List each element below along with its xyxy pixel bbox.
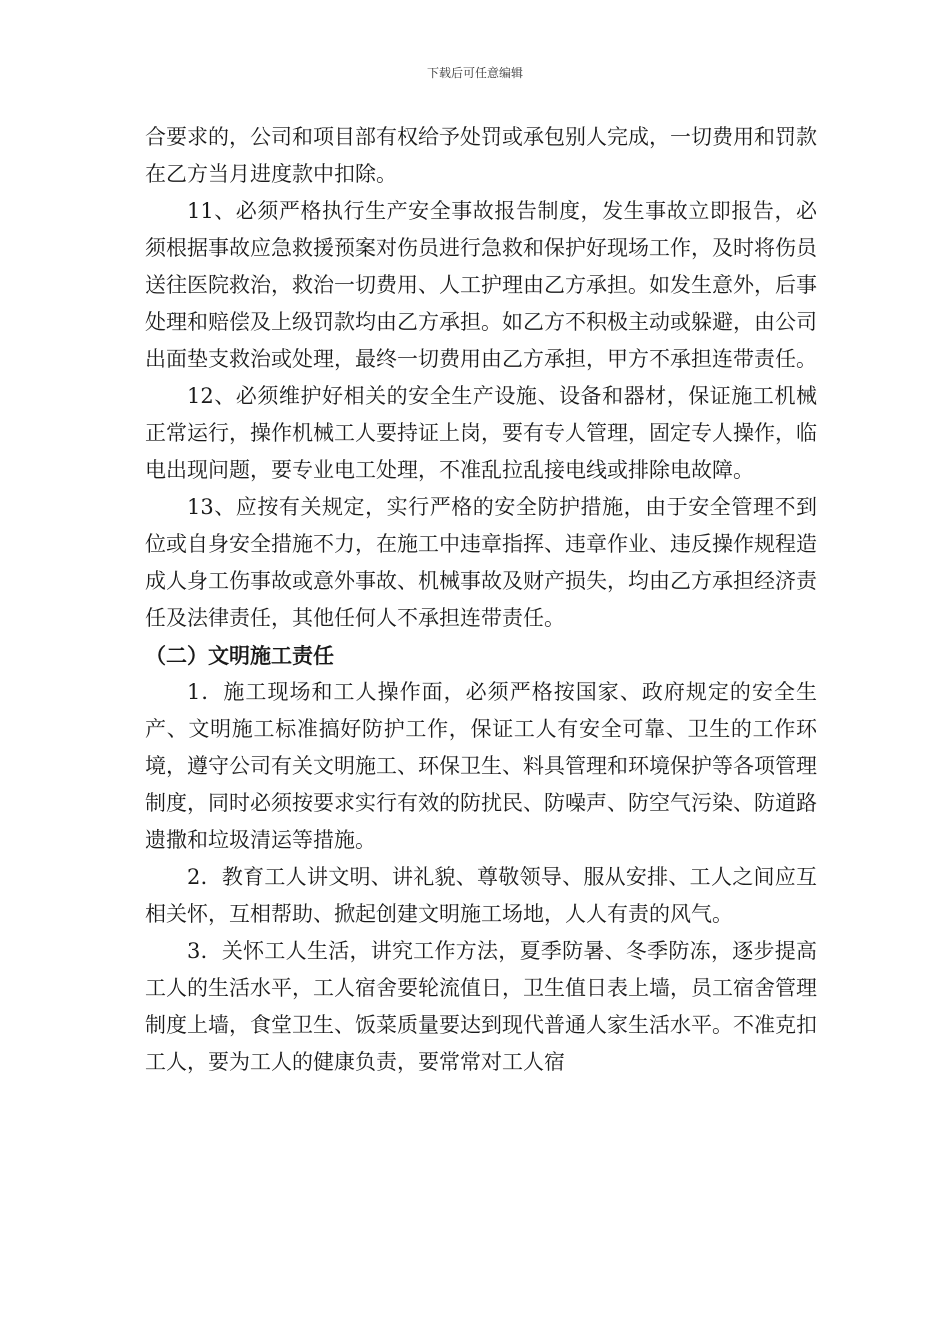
paragraph-item-11: 11、必须严格执行生产安全事故报告制度，发生事故立即报告，必须根据事故应急救援预案对伤员进行急救和保护好现场工作，及时将伤员送往医院救治，救治一切费用、人工护理由乙方承担。如发生意外，后事处理和赔偿及上级罚款均由乙方承担。如乙方不积极主动或躲避，由公司出面垫支救治或处理，最终一切费用由乙方承担，甲方不承担连带责任。 <box>145 199 817 371</box>
paragraph-item-3: 3．关怀工人生活，讲究工作方法，夏季防暑、冬季防冻，逐步提高工人的生活水平，工人宿舍要轮流值日，卫生值日表上墙，员工宿舍管理制度上墙，食堂卫生、饭菜质量要达到现代普通人家生活水平。不准克扣工人，要为工人的健康负责，要常常对工人宿 <box>145 939 817 1074</box>
paragraph-item-1: 1．施工现场和工人操作面，必须严格按国家、政府规定的安全生产、文明施工标准搞好防护工作，保证工人有安全可靠、卫生的工作环境，遵守公司有关文明施工、环保卫生、料具管理和环境保护等各项管理制度，同时必须按要求实行有效的防扰民、防噪声、防空气污染、防道路遗撒和垃圾清运等措施。 <box>145 680 817 852</box>
paragraph-item-12: 12、必须维护好相关的安全生产设施、设备和器材，保证施工机械正常运行，操作机械工人要持证上岗，要有专人管理，固定专人操作，临电出现问题，要专业电工处理，不准乱拉乱接电线或排除电故障。 <box>145 384 817 482</box>
page-header-note: 下载后可任意编辑 <box>426 66 523 80</box>
document-body <box>145 119 817 1081</box>
paragraph-item-13: 13、应按有关规定，实行严格的安全防护措施，由于安全管理不到位或自身安全措施不力，在施工中违章指挥、违章作业、违反操作规程造成人身工伤事故或意外事故、机械事故及财产损失，均由乙方承担经济责任及法律责任，其他任何人不承担连带责任。 <box>145 495 817 630</box>
paragraph-continuation: 合要求的，公司和项目部有权给予处罚或承包别人完成，一切费用和罚款在乙方当月进度款中扣除。 <box>145 125 817 186</box>
paragraph-item-2: 2．教育工人讲文明、讲礼貌、尊敬领导、服从安排、工人之间应互相关怀，互相帮助、掀起创建文明施工场地，人人有责的风气。 <box>145 865 817 926</box>
section-heading-civilized-construction: （二）文明施工责任 <box>145 643 334 668</box>
